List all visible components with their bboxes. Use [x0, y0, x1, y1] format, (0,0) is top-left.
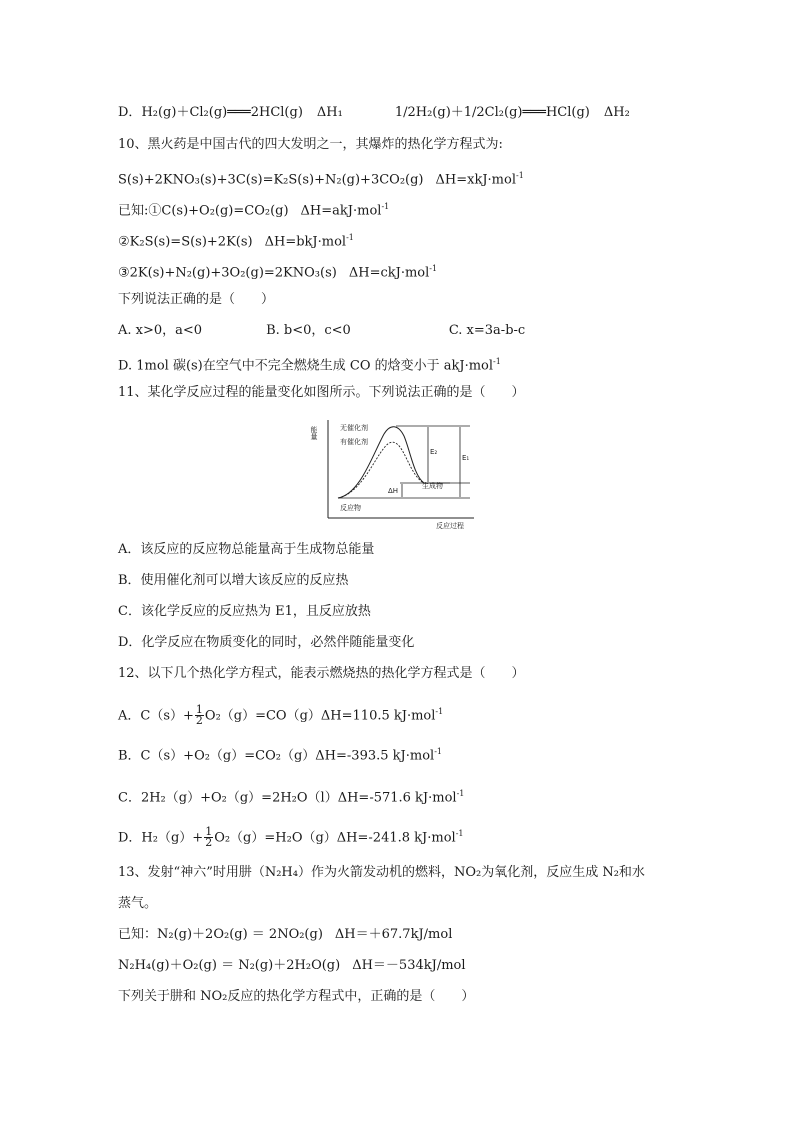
q11-option-b: B．使用催化剂可以增大该反应的反应热: [118, 573, 349, 588]
q10-given-2: ②K₂S(s)=S(s)+2K(s) ΔH=bkJ·mol$^{-1}$: [118, 233, 354, 250]
label-catalyzed: 有催化剂: [340, 438, 368, 446]
energy-diagram: [300, 416, 480, 532]
q10-options-abc: [118, 322, 525, 340]
q10-given-3: ③2K(s)+N₂(g)+3O₂(g)=2KNO₃(s) ΔH=ckJ·mol$^{-1}$: [118, 264, 438, 281]
q11-option-d: D．化学反应在物质变化的同时，必然伴随能量变化: [118, 635, 415, 650]
q12-option-b: B．C（s）+O₂（g）=CO₂（g）ΔH=-393.5 kJ·mol$^{-1}$: [118, 747, 442, 764]
q13-given-2: N₂H₄(g)＋O₂(g) ＝ N₂(g)＋2H₂O(g) ΔH＝－534kJ/mol: [118, 958, 466, 973]
q12-option-a: A．C（s）+ $\frac{1}{2}$ O₂（g）=CO（g）ΔH=110.5 kJ·mol$^{-1}$: [118, 703, 444, 728]
q13-question: 下列关于肼和 NO₂反应的热化学方程式中，正确的是（ ）: [118, 989, 475, 1004]
label-e1: E₁: [462, 454, 470, 462]
prev-question-option-d: D．H₂(g)＋Cl₂(g)═══2HCl(g) ΔH₁ 1/2H₂(g)＋1/2Cl₂(g)═══HCl(g) ΔH₂: [118, 105, 630, 120]
q12-option-c: C．2H₂（g）+O₂（g）=2H₂O（l）ΔH=-571.6 kJ·mol$^{-1}$: [118, 789, 465, 806]
q10-given-1: 已知:①C(s)+O₂(g)=CO₂(g) ΔH=akJ·mol$^{-1}$: [118, 202, 390, 219]
label-e2: E₂: [430, 448, 438, 456]
q13-stem-line-2: 蒸气。: [118, 896, 158, 911]
q10-option-d: D. 1mol 碳(s)在空气中不完全燃烧生成 CO 的焓变小于 akJ·mol$^{-1}$: [118, 357, 501, 374]
q12-stem: 12、以下几个热化学方程式，能表示燃烧热的热化学方程式是（ ）: [118, 666, 525, 681]
q11-stem: 11、某化学反应过程的能量变化如图所示。下列说法正确的是（ ）: [118, 385, 525, 400]
label-uncatalyzed: 无催化剂: [340, 424, 368, 432]
q13-stem-line-1: 13、发射“神六”时用肼（N₂H₄）作为火箭发动机的燃料，NO₂为氧化剂，反应生成 N₂和水: [118, 865, 645, 880]
q10-question: 下列说法正确的是（ ）: [118, 292, 275, 307]
label-dh: ΔH: [388, 487, 399, 495]
y-axis-label: 能量: [310, 426, 318, 440]
q11-option-a: A．该反应的反应物总能量高于生成物总能量: [118, 542, 375, 557]
label-reactant: 反应物: [340, 504, 361, 512]
x-axis-label: 反应过程: [436, 522, 464, 530]
curve-catalyzed: [338, 442, 424, 498]
q12-option-d: D．H₂（g）+ $\frac{1}{2}$ O₂（g）=H₂O（g）ΔH=-241.8 kJ·mol$^{-1}$: [118, 825, 464, 850]
q10-option-c: C. x=3a-b-c: [448, 323, 526, 338]
q10-reaction: S(s)+2KNO₃(s)+3C(s)=K₂S(s)+N₂(g)+3CO₂(g) ΔH=xkJ·mol$^{-1}$: [118, 171, 524, 188]
fraction-half: $\frac{1}{2}$: [195, 703, 203, 728]
q10-option-b: B. b<0，c<0: [266, 323, 351, 338]
fraction-half: $\frac{1}{2}$: [205, 825, 213, 850]
q10-stem: 10、黑火药是中国古代的四大发明之一，其爆炸的热化学方程式为:: [118, 137, 503, 152]
q10-option-a: A. x>0，a<0: [118, 323, 203, 338]
label-product: 生成物: [422, 482, 443, 490]
q11-option-c: C．该化学反应的反应热为 E1，且反应放热: [118, 604, 371, 619]
q13-given-1: 已知：N₂(g)＋2O₂(g) ＝ 2NO₂(g) ΔH＝＋67.7kJ/mol: [118, 927, 453, 942]
